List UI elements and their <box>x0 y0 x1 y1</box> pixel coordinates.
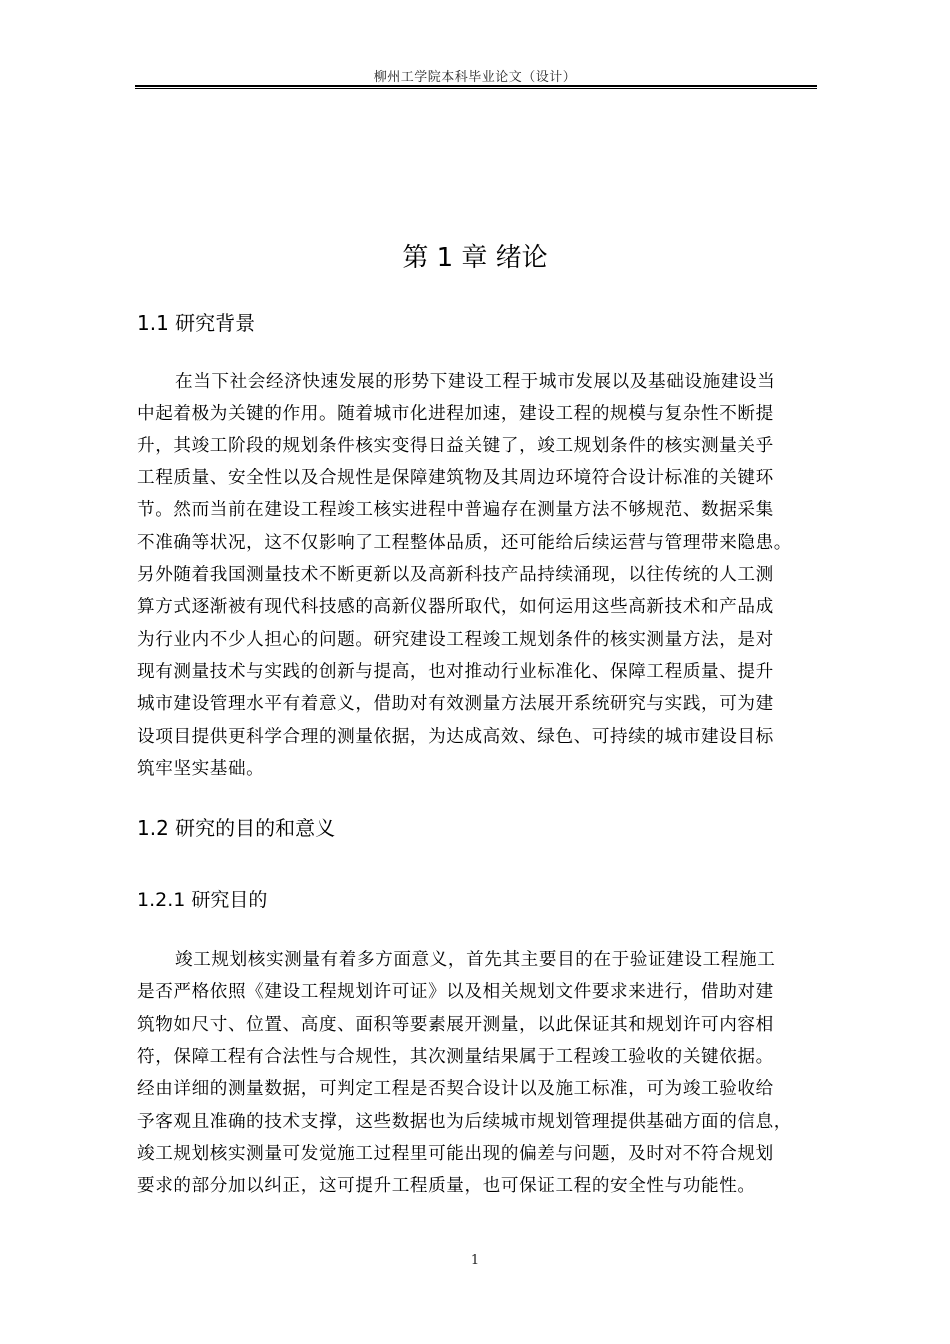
paragraph-line: 算方式逐渐被有现代科技感的高新仪器所取代，如何运用这些高新技术和产品成 <box>137 597 774 617</box>
paragraph-line: 竣工规划核实测量有着多方面意义，首先其主要目的在于验证建设工程施工 <box>175 950 776 970</box>
paragraph-line: 为行业内不少人担心的问题。研究建设工程竣工规划条件的核实测量方法，是对 <box>137 630 774 650</box>
paragraph-line: 城市建设管理水平有着意义，借助对有效测量方法展开系统研究与实践，可为建 <box>137 694 774 714</box>
paragraph-line: 竣工规划核实测量可发觉施工过程里可能出现的偏差与问题，及时对不符合规划 <box>137 1144 774 1164</box>
paragraph-line: 中起着极为关键的作用。随着城市化进程加速，建设工程的规模与复杂性不断提 <box>137 404 774 424</box>
paragraph-line: 不准确等状况，这不仅影响了工程整体品质，还可能给后续运营与管理带来隐患。 <box>137 533 792 553</box>
paragraph-line: 现有测量技术与实践的创新与提高，也对推动行业标准化、保障工程质量、提升 <box>137 662 774 682</box>
paragraph-line: 符，保障工程有合法性与合规性，其次测量结果属于工程竣工验收的关键依据。 <box>137 1047 774 1067</box>
paragraph-line: 筑物如尺寸、位置、高度、面积等要素展开测量，以此保证其和规划许可内容相 <box>137 1015 774 1035</box>
chapter-title: 第 1 章 绪论 <box>402 243 548 273</box>
page-number: 1 <box>470 1253 480 1268</box>
running-header: 柳州工学院本科毕业论文（设计） <box>373 70 577 85</box>
paragraph-line: 经由详细的测量数据，可判定工程是否契合设计以及施工标准，可为竣工验收给 <box>137 1079 774 1099</box>
paragraph-line: 另外随着我国测量技术不断更新以及高新科技产品持续涌现，以往传统的人工测 <box>137 565 774 585</box>
paragraph-line: 在当下社会经济快速发展的形势下建设工程于城市发展以及基础设施建设当 <box>175 372 776 392</box>
section-heading-1-1: 1.1 研究背景 <box>137 311 256 335</box>
paragraph-line: 是否严格依照《建设工程规划许可证》以及相关规划文件要求来进行，借助对建 <box>137 982 774 1002</box>
subsection-heading-1-2-1: 1.2.1 研究目的 <box>137 889 268 911</box>
paragraph-line: 设项目提供更科学合理的测量依据，为达成高效、绿色、可持续的城市建设目标 <box>137 727 774 747</box>
paragraph-line: 予客观且准确的技术支撑，这些数据也为后续城市规划管理提供基础方面的信息， <box>137 1112 792 1132</box>
paragraph-line: 升，其竣工阶段的规划条件核实变得日益关键了，竣工规划条件的核实测量关乎 <box>137 436 774 456</box>
header-divider <box>135 85 817 89</box>
paragraph-line: 筑牢坚实基础。 <box>137 759 265 779</box>
section-heading-1-2: 1.2 研究的目的和意义 <box>137 816 336 840</box>
paragraph-line: 节。然而当前在建设工程竣工核实进程中普遍存在测量方法不够规范、数据采集 <box>137 500 774 520</box>
paragraph-line: 要求的部分加以纠正，这可提升工程质量，也可保证工程的安全性与功能性。 <box>137 1176 756 1196</box>
paragraph-line: 工程质量、安全性以及合规性是保障建筑物及其周边环境符合设计标准的关键环 <box>137 468 774 488</box>
